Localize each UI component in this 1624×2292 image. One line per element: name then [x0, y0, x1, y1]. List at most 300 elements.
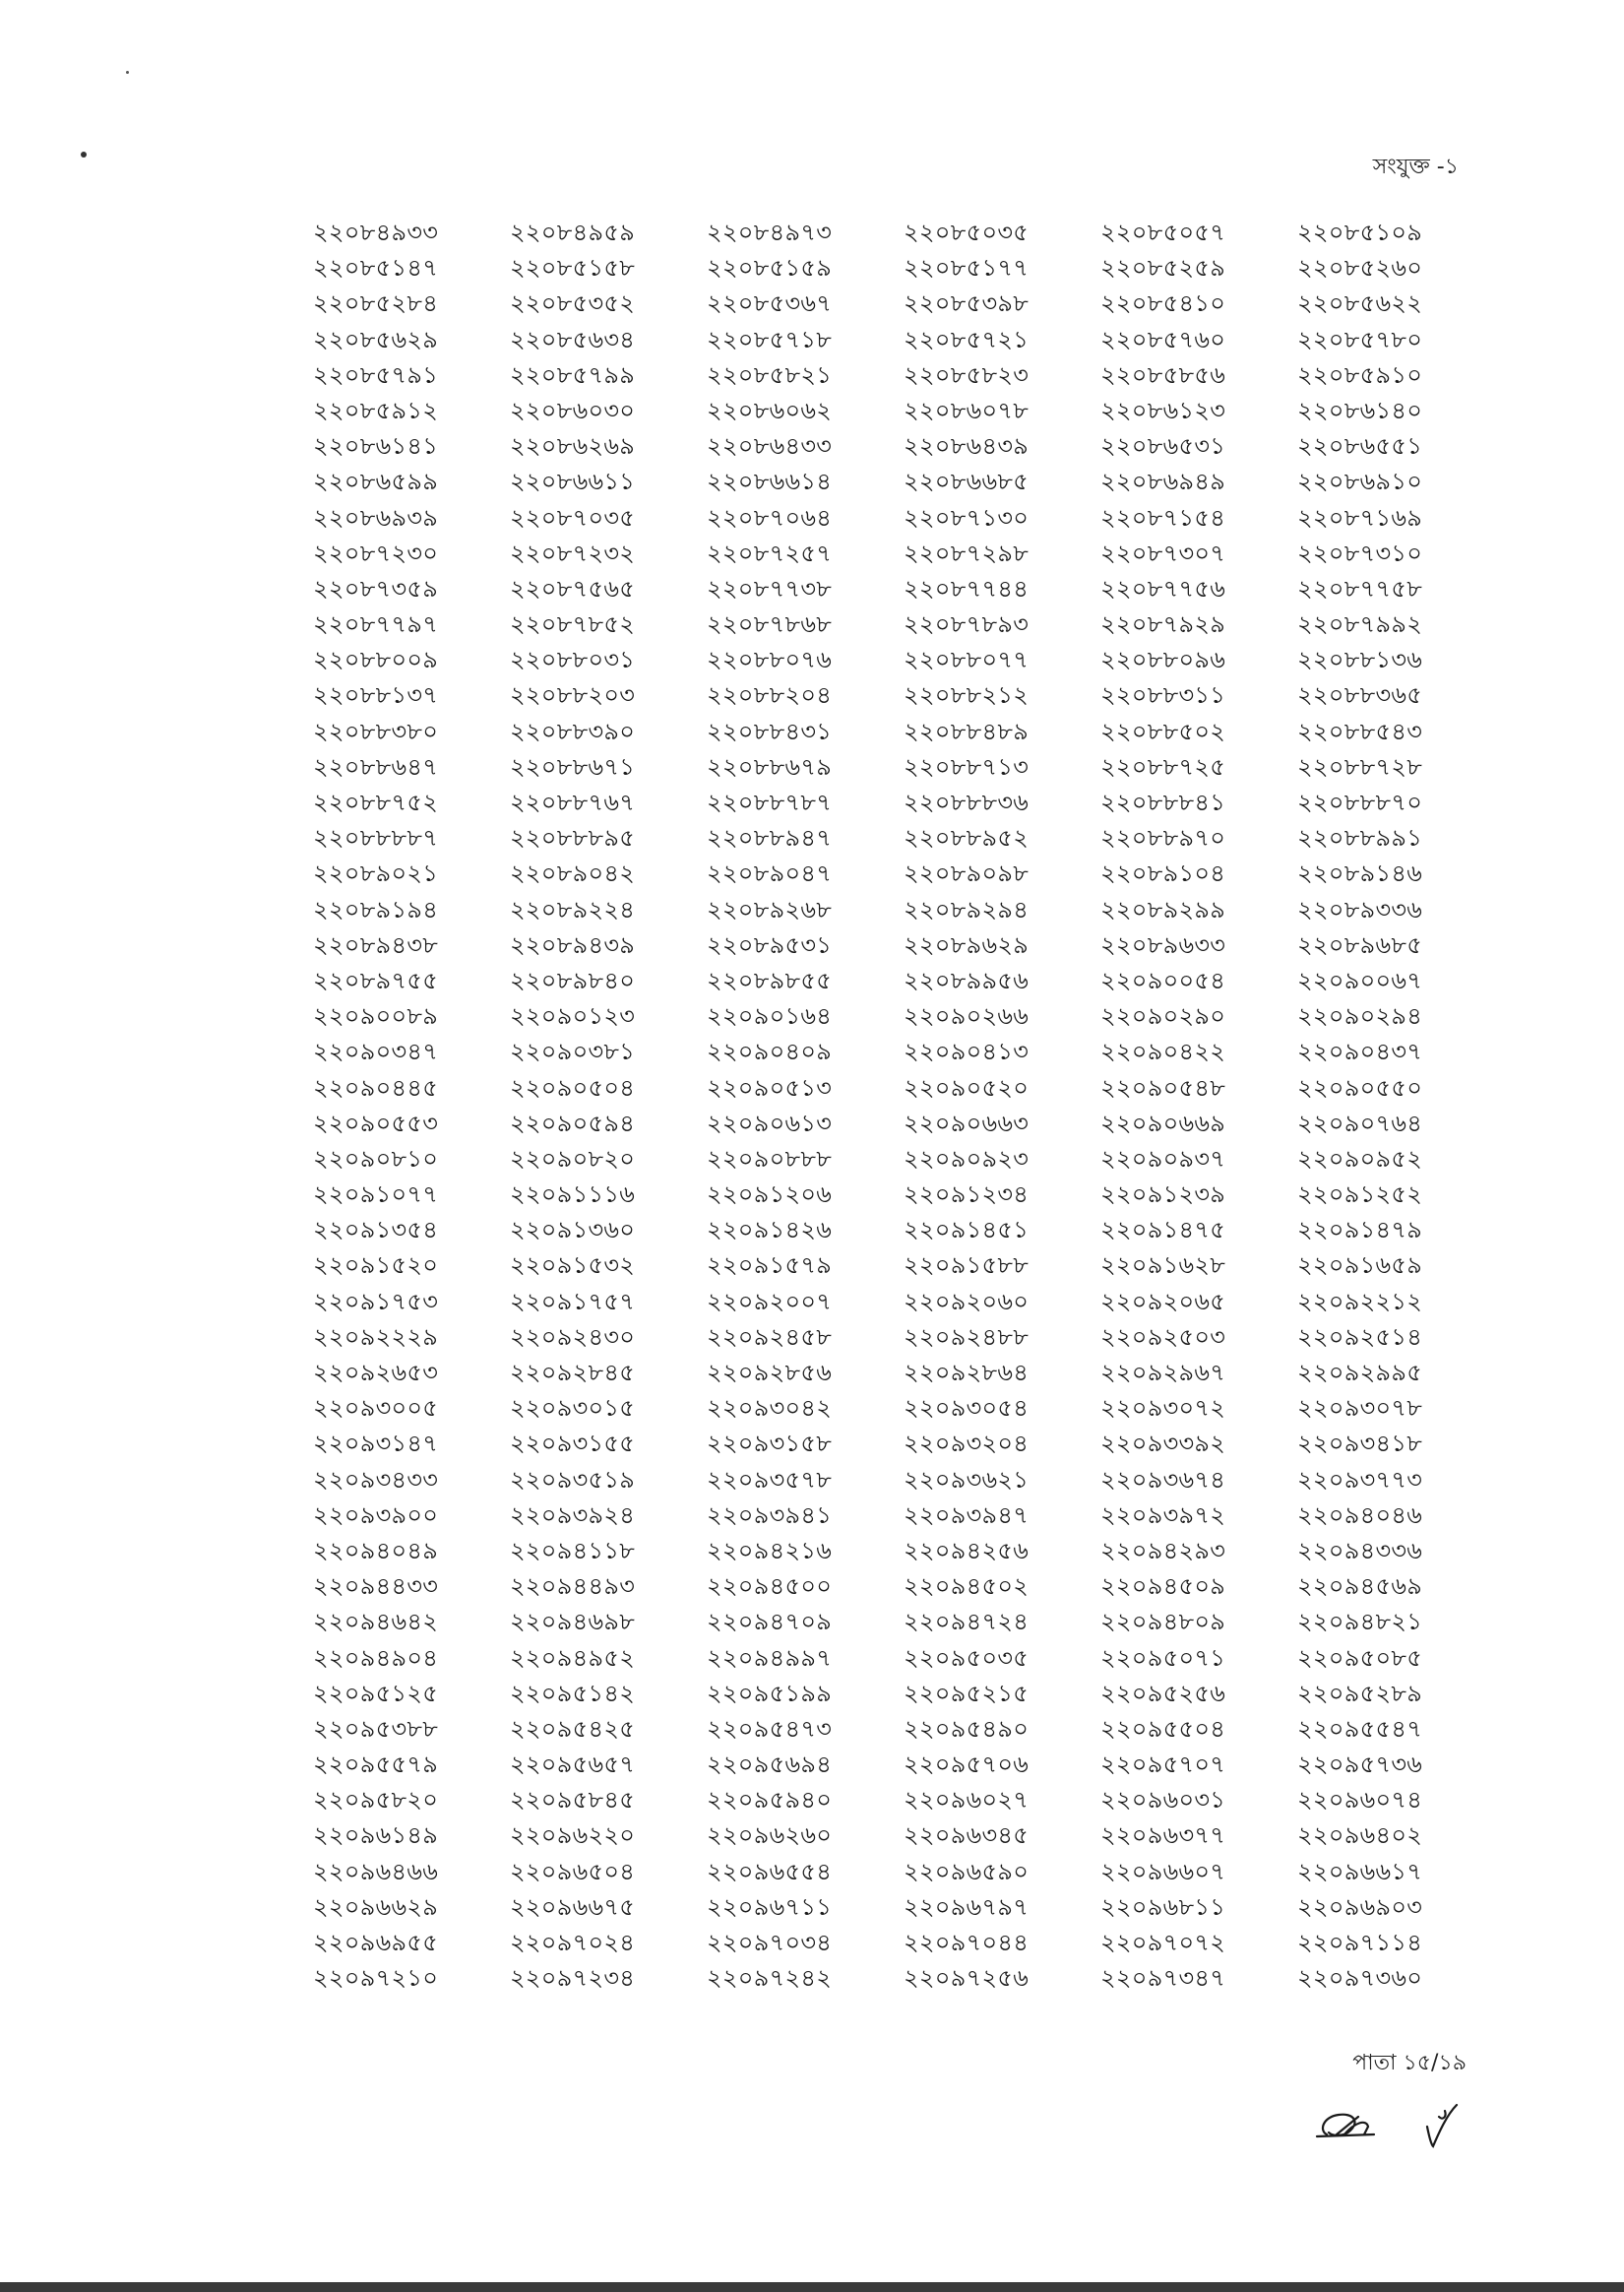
roll-number: ২২০৯৬৯৫৫ — [313, 1929, 439, 1956]
roll-number: ২২০৮৮২০৩ — [510, 681, 636, 710]
roll-number: ২২০৯০৪১৩ — [904, 1038, 1030, 1066]
roll-number: ২২০৮৭৭৫৮ — [1297, 574, 1423, 603]
roll-number: ২২০৮৭৭৩৮ — [707, 574, 833, 603]
roll-number: ২২০৯৩৯০০ — [313, 1500, 439, 1529]
roll-number: ২২০৯১০৭৭ — [313, 1180, 439, 1209]
roll-number: ২২০৮৯৬৩৩ — [1100, 930, 1226, 959]
roll-number: ২২০৯৪৬৯৮ — [510, 1608, 636, 1636]
roll-number: ২২০৯০৫৫৩ — [313, 1109, 439, 1137]
roll-number: ২২০৮৮৭৮৭ — [707, 789, 833, 816]
roll-number: ২২০৯৪৪৩৩ — [313, 1572, 439, 1601]
roll-number: ২২০৮৫৮২১ — [707, 360, 833, 389]
roll-number: ২২০৮৭৩৫৯ — [313, 574, 439, 603]
roll-number: ২২০৮৭২৫৭ — [707, 539, 833, 567]
roll-number: ২২০৯০০৬৭ — [1297, 966, 1423, 994]
roll-number: ২২০৯৬০২৭ — [904, 1786, 1030, 1814]
roll-number: ২২০৯২২১২ — [1297, 1287, 1423, 1315]
roll-number: ২২০৯৫২৮৯ — [1297, 1679, 1423, 1707]
roll-number: ২২০৯৩২০৪ — [904, 1430, 1030, 1458]
roll-number: ২২০৯০৫০৪ — [510, 1073, 636, 1102]
roll-number: ২২০৮৮৮৮৭ — [313, 824, 439, 853]
roll-number: ২২০৮৮৯৫২ — [904, 824, 1030, 853]
roll-number: ২২০৮৫৪১০ — [1100, 289, 1226, 318]
roll-number: ২২০৮৯১০৪ — [1100, 860, 1226, 888]
roll-number: ২২০৯১৪২৬ — [707, 1216, 833, 1244]
roll-number: ২২০৯৩৫৭৮ — [707, 1465, 833, 1494]
roll-number: ২২০৯৬৩৪৫ — [904, 1821, 1030, 1850]
attachment-label: সংযুক্ত -১ — [1372, 155, 1459, 179]
roll-number: ২২০৮৫০৩৫ — [904, 219, 1030, 246]
roll-number: ২২০৯২৬৫৩ — [313, 1359, 439, 1386]
roll-number: ২২০৯৪৯৯৭ — [707, 1643, 833, 1672]
roll-number: ২২০৯৩৫১৯ — [510, 1465, 636, 1494]
roll-number: ২২০৯০২৯৪ — [1297, 1002, 1423, 1031]
roll-number: ২২০৮৯৭৫৫ — [313, 966, 439, 994]
signatures — [1309, 2087, 1506, 2156]
roll-number: ২২০৯০১৬৪ — [707, 1002, 833, 1031]
roll-number: ২২০৯২০৬৫ — [1100, 1287, 1226, 1315]
roll-number: ২২০৮৪৯৫৯ — [510, 219, 636, 246]
roll-number: ২২০৯০৫৫০ — [1297, 1073, 1423, 1102]
roll-number: ২২০৯০৫৪৮ — [1100, 1073, 1226, 1102]
roll-number: ২২০৯৩১৫৮ — [707, 1430, 833, 1458]
roll-number: ২২০৮৫৭৬০ — [1100, 325, 1226, 353]
roll-number: ২২০৯৬৮১১ — [1100, 1892, 1226, 1921]
roll-number: ২২০৮৬৬৮৫ — [904, 468, 1030, 496]
roll-number: ২২০৯২৪৩০ — [510, 1322, 636, 1351]
roll-number: ২২০৮৭৭৫৬ — [1100, 574, 1226, 603]
roll-number: ২২০৮৬১৪১ — [313, 432, 439, 461]
roll-number: ২২০৮৪৯৩৩ — [313, 219, 439, 246]
roll-number: ২২০৮৭১৫৪ — [1100, 503, 1226, 532]
roll-number: ২২০৯৫৬৫৭ — [510, 1751, 636, 1779]
roll-number: ২২০৮৯৬২৯ — [904, 930, 1030, 959]
roll-number: ২২০৮৮৫৪৩ — [1297, 717, 1423, 745]
roll-number: ২২০৮৭০৩৫ — [510, 503, 636, 532]
roll-number: ২২০৮৮৭৫২ — [313, 789, 439, 816]
roll-number: ২২০৯২২২৯ — [313, 1322, 439, 1351]
roll-number: ২২০৯০৭৬৪ — [1297, 1109, 1423, 1137]
roll-number: ২২০৮৯৫৩১ — [707, 930, 833, 959]
roll-number: ২২০৯১৬৫৯ — [1297, 1251, 1423, 1280]
roll-number: ২২০৯৫৫৭৯ — [313, 1751, 439, 1779]
roll-number: ২২০৯৩৭৭৩ — [1297, 1465, 1423, 1494]
roll-number: ২২০৮৬৯৪৯ — [1100, 468, 1226, 496]
roll-number: ২২০৯০০৫৪ — [1100, 966, 1226, 994]
roll-number: ২২০৮৯০৪৭ — [707, 860, 833, 888]
roll-number: ২২০৯১৫৮৮ — [904, 1251, 1030, 1280]
roll-number: ২২০৯৩৬২১ — [904, 1465, 1030, 1494]
roll-number: ২২০৯৩০৫৪ — [904, 1394, 1030, 1423]
roll-number: ২২০৯১৩৫৪ — [313, 1216, 439, 1244]
roll-number: ২২০৮৯০৪২ — [510, 860, 636, 888]
roll-number: ২২০৯০৪২২ — [1100, 1038, 1226, 1066]
roll-number: ২২০৯৪৪৯৩ — [510, 1572, 636, 1601]
roll-number: ২২০৯০৬৬৩ — [904, 1109, 1030, 1137]
roll-number: ২২০৯৫৪৭৩ — [707, 1714, 833, 1743]
roll-number: ২২০৯৩০১৫ — [510, 1394, 636, 1423]
roll-number: ২২০৮৮৭২৫ — [1100, 752, 1226, 781]
roll-number: ২২০৯৫৫৪৭ — [1297, 1714, 1423, 1743]
roll-number: ২২০৮৯২৯৯ — [1100, 895, 1226, 923]
roll-number: ২২০৮৮৬৪৭ — [313, 752, 439, 781]
roll-number: ২২০৯২০০৭ — [707, 1287, 833, 1315]
roll-number: ২২০৯০৯৩৭ — [1100, 1144, 1226, 1173]
roll-number: ২২০৮৯৩৩৬ — [1297, 895, 1423, 923]
roll-number: ২২০৮৮৯৭০ — [1100, 824, 1226, 853]
roll-number: ২২০৮৪৯৭৩ — [707, 219, 833, 246]
roll-number: ২২০৯৪৯০৪ — [313, 1643, 439, 1672]
roll-number: ২২০৯৩৪৩৩ — [313, 1465, 439, 1494]
roll-number: ২২০৯৭৩৬০ — [1297, 1964, 1423, 1993]
roll-number: ২২০৯৫৯৪০ — [707, 1786, 833, 1814]
roll-number: ২২০৮৬৫৫১ — [1297, 432, 1423, 461]
roll-number: ২২০৮৫১৫৯ — [707, 254, 833, 283]
roll-number: ২২০৯২৮৫৬ — [707, 1359, 833, 1386]
roll-number: ২২০৮৯০২১ — [313, 860, 439, 888]
roll-number: ২২০৯১২০৬ — [707, 1180, 833, 1209]
roll-number: ২২০৯৭২১০ — [313, 1964, 439, 1993]
roll-number: ২২০৯৪৬৪২ — [313, 1608, 439, 1636]
roll-number: ২২০৮৫৭৯৯ — [510, 360, 636, 389]
roll-number: ২২০৮৮৬৭১ — [510, 752, 636, 781]
roll-number: ২২০৯৩৬৭৪ — [1100, 1465, 1226, 1494]
roll-number: ২২০৯৬০৭৪ — [1297, 1786, 1423, 1814]
roll-number: ২২০৯৩১৫৫ — [510, 1430, 636, 1458]
roll-number: ২২০৮৫৬৩৪ — [510, 325, 636, 353]
roll-number: ২২০৯০৬১৩ — [707, 1109, 833, 1137]
roll-number: ২২০৮৭৭৯৭ — [313, 610, 439, 639]
roll-number: ২২০৮৮০০৯ — [313, 646, 439, 674]
roll-number: ২২০৮৫২৮৪ — [313, 289, 439, 318]
roll-number: ২২০৯৫৭৩৬ — [1297, 1751, 1423, 1779]
roll-number: ২২০৮৭৯৯২ — [1297, 610, 1423, 639]
roll-number: ২২০৮৭৫৬৫ — [510, 574, 636, 603]
roll-number: ২২০৯১৪৭৯ — [1297, 1216, 1423, 1244]
roll-number: ২২০৮৮৩১১ — [1100, 681, 1226, 710]
roll-number: ২২০৮৯১৯৪ — [313, 895, 439, 923]
roll-number: ২২০৮৬৬১১ — [510, 468, 636, 496]
roll-number: ২২০৮৮০৭৬ — [707, 646, 833, 674]
roll-number: ২২০৮৮২১২ — [904, 681, 1030, 710]
roll-number: ২২০৯১২৫২ — [1297, 1180, 1423, 1209]
roll-number: ২২০৯৫০৮৫ — [1297, 1643, 1423, 1672]
roll-number: ২২০৯০৪৩৭ — [1297, 1038, 1423, 1066]
roll-number: ২২০৯১৬২৮ — [1100, 1251, 1226, 1280]
roll-number: ২২০৮৯৯৫৬ — [904, 966, 1030, 994]
roll-number: ২২০৮৫৮২৩ — [904, 360, 1030, 389]
roll-number: ২২০৮৯৪৩৮ — [313, 930, 439, 959]
roll-number: ২২০৯০৯৫২ — [1297, 1144, 1423, 1173]
roll-number: ২২০৮৯২২৪ — [510, 895, 636, 923]
roll-number: ২২০৯৩৩৯২ — [1100, 1430, 1226, 1458]
roll-number: ২২০৮৫১০৯ — [1297, 219, 1423, 246]
roll-number: ২২০৯২৪৫৮ — [707, 1322, 833, 1351]
roll-number: ২২০৮৬০৩০ — [510, 396, 636, 424]
roll-number: ২২০৯১৪৫১ — [904, 1216, 1030, 1244]
roll-number: ২২০৮৫০৫৭ — [1100, 219, 1226, 246]
roll-number: ২২০৯২৮৬৪ — [904, 1359, 1030, 1386]
roll-number: ২২০৮৬৪৩৩ — [707, 432, 833, 461]
roll-number: ২২০৮৮৩৮০ — [313, 717, 439, 745]
roll-number: ২২০৯২৫০৩ — [1100, 1322, 1226, 1351]
roll-number: ২২০৮৮১৩৬ — [1297, 646, 1423, 674]
roll-number: ২২০৯৩০৭২ — [1100, 1394, 1226, 1423]
roll-number: ২২০৯৪২৫৬ — [904, 1536, 1030, 1564]
roll-number: ২২০৮৫৭১৮ — [707, 325, 833, 353]
roll-number: ২২০৮৮৪৩১ — [707, 717, 833, 745]
roll-number: ২২০৯৪৫৬৯ — [1297, 1572, 1423, 1601]
roll-number: ২২০৯৫৮৪৫ — [510, 1786, 636, 1814]
roll-number: ২২০৯৬২২০ — [510, 1821, 636, 1850]
roll-number: ২২০৮৮০৭৭ — [904, 646, 1030, 674]
page-number: পাতা ১৫/১৯ — [1352, 2051, 1467, 2075]
roll-number: ২২০৮৫২৬০ — [1297, 254, 1423, 283]
roll-number: ২২০৮৭৮৯৩ — [904, 610, 1030, 639]
roll-number: ২২০৯৫৪২৫ — [510, 1714, 636, 1743]
roll-number: ২২০৮৯২৯৪ — [904, 895, 1030, 923]
roll-number: ২২০৮৫১৫৮ — [510, 254, 636, 283]
roll-number: ২২০৯৭১১৪ — [1297, 1929, 1423, 1956]
roll-number: ২২০৯০৫৯৪ — [510, 1109, 636, 1137]
roll-number: ২২০৮৮৮৭০ — [1297, 789, 1423, 816]
roll-number: ২২০৯৫৭০৬ — [904, 1751, 1030, 1779]
roll-number: ২২০৮৬৯১০ — [1297, 468, 1423, 496]
roll-number: ২২০৮৯০৯৮ — [904, 860, 1030, 888]
roll-number: ২২০৯১২৩৯ — [1100, 1180, 1226, 1209]
roll-number: ২২০৯৭২৩৪ — [510, 1964, 636, 1993]
roll-number: ২২০৮৫৩৫২ — [510, 289, 636, 318]
roll-number: ২২০৯৪৮০৯ — [1100, 1608, 1226, 1636]
roll-number: ২২০৯২৫১৪ — [1297, 1322, 1423, 1351]
roll-number: ২২০৯২৯৯৫ — [1297, 1359, 1423, 1386]
roll-number: ২২০৮৬১২৩ — [1100, 396, 1226, 424]
roll-number: ২২০৯৬৪০২ — [1297, 1821, 1423, 1850]
roll-number: ২২০৯০১২৩ — [510, 1002, 636, 1031]
roll-number: ২২০৯০৮৮৮ — [707, 1144, 833, 1173]
roll-number: ২২০৮৫৭২১ — [904, 325, 1030, 353]
roll-number: ২২০৯৬৫৯০ — [904, 1857, 1030, 1885]
roll-number: ২২০৯৬৯০৩ — [1297, 1892, 1423, 1921]
roll-number: ২২০৮৭৮৬৮ — [707, 610, 833, 639]
roll-number: ২২০৯৭০২৪ — [510, 1929, 636, 1956]
roll-number: ২২০৮৭০৬৪ — [707, 503, 833, 532]
scan-speck — [81, 152, 87, 158]
roll-number: ২২০৯৬৭১১ — [707, 1892, 833, 1921]
roll-number: ২২০৯৩৯৪৭ — [904, 1500, 1030, 1529]
roll-number: ২২০৮৬৫৩১ — [1100, 432, 1226, 461]
roll-number: ২২০৮৯১৪৬ — [1297, 860, 1423, 888]
roll-number: ২২০৯৬১৪৯ — [313, 1821, 439, 1850]
roll-number: ২২০৯২০৬০ — [904, 1287, 1030, 1315]
roll-number: ২২০৯৫৫০৪ — [1100, 1714, 1226, 1743]
roll-number: ২২০৮৮৭২৮ — [1297, 752, 1423, 781]
roll-number: ২২০৯৬০৩১ — [1100, 1786, 1226, 1814]
roll-number: ২২০৯৪৩৩৬ — [1297, 1536, 1423, 1564]
roll-number: ২২০৯৫০৩৫ — [904, 1643, 1030, 1672]
roll-number: ২২০৯৬৭৯৭ — [904, 1892, 1030, 1921]
roll-number: ২২০৮৬০৭৮ — [904, 396, 1030, 424]
roll-number: ২২০৯০২৬৬ — [904, 1002, 1030, 1031]
roll-number: ২২০৮৮৫০২ — [1100, 717, 1226, 745]
roll-number: ২২০৯১১১৬ — [510, 1180, 636, 1209]
roll-number: ২২০৯০০৮৯ — [313, 1002, 439, 1031]
roll-number: ২২০৮৮৮৯৫ — [510, 824, 636, 853]
roll-number: ২২০৯৪৫০৯ — [1100, 1572, 1226, 1601]
roll-number: ২২০৮৮৩৯০ — [510, 717, 636, 745]
roll-number: ২২০৯৫৭০৭ — [1100, 1751, 1226, 1779]
roll-number: ২২০৯৩৯৪১ — [707, 1500, 833, 1529]
roll-number: ২২০৯১৫৭৯ — [707, 1251, 833, 1280]
roll-number: ২২০৮৮০৩১ — [510, 646, 636, 674]
roll-number: ২২০৮৫৩৯৮ — [904, 289, 1030, 318]
roll-number: ২২০৯০৩৮১ — [510, 1038, 636, 1066]
roll-number: ২২০৯১২৩৪ — [904, 1180, 1030, 1209]
roll-number: ২২০৮৮৬৭৯ — [707, 752, 833, 781]
roll-number: ২২০৮৮৩৬৫ — [1297, 681, 1423, 710]
roll-number: ২২০৯০৮১০ — [313, 1144, 439, 1173]
roll-number: ২২০৯৫৪৯০ — [904, 1714, 1030, 1743]
roll-number: ২২০৯১৭৫৩ — [313, 1287, 439, 1315]
signature-marks — [1309, 2087, 1506, 2156]
roll-number: ২২০৯৬৬১৭ — [1297, 1857, 1423, 1885]
roll-number: ২২০৮৭৭৪৪ — [904, 574, 1030, 603]
roll-number: ২২০৯৫১২৫ — [313, 1679, 439, 1707]
roll-number: ২২০৮৭২৩০ — [313, 539, 439, 567]
roll-number: ২২০৯০৫২০ — [904, 1073, 1030, 1102]
roll-number: ২২০৮৮১৩৭ — [313, 681, 439, 710]
roll-number: ২২০৮৫২৫৯ — [1100, 254, 1226, 283]
roll-number: ২২০৯৪০৪৬ — [1297, 1500, 1423, 1529]
roll-number: ২২০৯৭০৭২ — [1100, 1929, 1226, 1956]
roll-number: ২২০৯৪১১৮ — [510, 1536, 636, 1564]
roll-number: ২২০৯৪০৪৯ — [313, 1536, 439, 1564]
roll-number: ২২০৮৭৯২৯ — [1100, 610, 1226, 639]
roll-number-grid — [313, 215, 1494, 1996]
roll-number: ২২০৯৬২৬০ — [707, 1821, 833, 1850]
roll-number: ২২০৯৩০০৫ — [313, 1394, 439, 1423]
roll-number: ২২০৯৫২৫৬ — [1100, 1679, 1226, 1707]
roll-number: ২২০৯৭২৫৬ — [904, 1964, 1030, 1993]
roll-number: ২২০৮৮৪৮৯ — [904, 717, 1030, 745]
roll-number: ২২০৯০৪৪৫ — [313, 1073, 439, 1102]
roll-number: ২২০৯০৯২৩ — [904, 1144, 1030, 1173]
roll-number: ২২০৮৫৬২২ — [1297, 289, 1423, 318]
roll-number: ২২০৯৫৬৯৪ — [707, 1751, 833, 1779]
roll-number: ২২০৮৬২৬৯ — [510, 432, 636, 461]
roll-number: ২২০৮৬৪৩৯ — [904, 432, 1030, 461]
roll-number: ২২০৯৪৭০৯ — [707, 1608, 833, 1636]
scan-speck — [126, 71, 129, 74]
roll-number: ২২০৯৩১৪৭ — [313, 1430, 439, 1458]
roll-number: ২২০৯৫০৭১ — [1100, 1643, 1226, 1672]
roll-number: ২২০৯০২৯০ — [1100, 1002, 1226, 1031]
roll-number: ২২০৮৬৯৩৯ — [313, 503, 439, 532]
roll-number: ২২০৯১৫২০ — [313, 1251, 439, 1280]
roll-number: ২২০৯৪৮২১ — [1297, 1608, 1423, 1636]
roll-number: ২২০৯০৪০৯ — [707, 1038, 833, 1066]
roll-number: ২২০৮৫৬২৯ — [313, 325, 439, 353]
roll-number: ২২০৯০৮২০ — [510, 1144, 636, 1173]
roll-number: ২২০৮৬০৬২ — [707, 396, 833, 424]
roll-number: ২২০৯০৫১৩ — [707, 1073, 833, 1102]
roll-number: ২২০৮৯২৬৮ — [707, 895, 833, 923]
roll-number: ২২০৮৮৯৪৭ — [707, 824, 833, 853]
roll-number: ২২০৯৪৫০০ — [707, 1572, 833, 1601]
roll-number: ২২০৮৬৬১৪ — [707, 468, 833, 496]
roll-number: ২২০৮৮০৯৬ — [1100, 646, 1226, 674]
roll-number: ২২০৮৮৯৯১ — [1297, 824, 1423, 853]
roll-number: ২২০৯৪২১৬ — [707, 1536, 833, 1564]
roll-number: ২২০৯৬৩৭৭ — [1100, 1821, 1226, 1850]
roll-number: ২২০৮৫৮৫৬ — [1100, 360, 1226, 389]
roll-number: ২২০৯৩৯৭২ — [1100, 1500, 1226, 1529]
roll-number: ২২০৮৭১৩০ — [904, 503, 1030, 532]
roll-number: ২২০৮৫৩৬৭ — [707, 289, 833, 318]
roll-number: ২২০৮৭৩০৭ — [1100, 539, 1226, 567]
roll-number: ২২০৯৫২১৫ — [904, 1679, 1030, 1707]
roll-number: ২২০৮৯৪৩৯ — [510, 930, 636, 959]
roll-number: ২২০৯৩০৪২ — [707, 1394, 833, 1423]
roll-number: ২২০৯০৬৬৯ — [1100, 1109, 1226, 1137]
roll-number: ২২০৯৪৭২৪ — [904, 1608, 1030, 1636]
roll-number: ২২০৮৮২০৪ — [707, 681, 833, 710]
roll-number: ২২০৮৭৮৫২ — [510, 610, 636, 639]
roll-number: ২২০৯৬৪৬৬ — [313, 1857, 439, 1885]
roll-number: ২২০৯৩৯২৪ — [510, 1500, 636, 1529]
roll-number: ২২০৯৭২৪২ — [707, 1964, 833, 1993]
roll-number: ২২০৯৬৬৭৫ — [510, 1892, 636, 1921]
roll-number: ২২০৮৯৬৮৫ — [1297, 930, 1423, 959]
roll-number: ২২০৯৪২৯৩ — [1100, 1536, 1226, 1564]
roll-number: ২২০৮৬৫৯৯ — [313, 468, 439, 496]
roll-number: ২২০৯০৩৪৭ — [313, 1038, 439, 1066]
roll-number: ২২০৯৪৯৫২ — [510, 1643, 636, 1672]
roll-number: ২২০৮৮৭৬৭ — [510, 789, 636, 816]
roll-number: ২২০৮৮৭১৩ — [904, 752, 1030, 781]
roll-number: ২২০৮৯৮৪০ — [510, 966, 636, 994]
roll-number: ২২০৮৭২৩২ — [510, 539, 636, 567]
roll-number: ২২০৮৮৮৩৬ — [904, 789, 1030, 816]
roll-number: ২২০৯৫৩৮৮ — [313, 1714, 439, 1743]
roll-number: ২২০৮৫১৭৭ — [904, 254, 1030, 283]
roll-number: ২২০৮৮৮৪১ — [1100, 789, 1226, 816]
roll-number: ২২০৯৪৫০২ — [904, 1572, 1030, 1601]
roll-number: ২২০৯৬৬০৭ — [1100, 1857, 1226, 1885]
roll-number: ২২০৯১৩৬০ — [510, 1216, 636, 1244]
roll-number: ২২০৯১৫৩২ — [510, 1251, 636, 1280]
roll-number: ২২০৯৭৩৪৭ — [1100, 1964, 1226, 1993]
roll-number: ২২০৯৭০৪৪ — [904, 1929, 1030, 1956]
roll-number: ২২০৯২৯৬৭ — [1100, 1359, 1226, 1386]
roll-number: ২২০৯৬৫০৪ — [510, 1857, 636, 1885]
roll-number: ২২০৯২৪৮৮ — [904, 1322, 1030, 1351]
roll-number: ২২০৯৬৫৫৪ — [707, 1857, 833, 1885]
roll-number: ২২০৮৯৮৫৫ — [707, 966, 833, 994]
roll-number: ২২০৮৫৯১০ — [1297, 360, 1423, 389]
roll-number: ২২০৮৫৯১২ — [313, 396, 439, 424]
roll-number: ২২০৯৬৬২৯ — [313, 1892, 439, 1921]
roll-number: ২২০৮৭৩১০ — [1297, 539, 1423, 567]
roll-number: ২২০৯৫১৯৯ — [707, 1679, 833, 1707]
roll-number: ২২০৯৭০৩৪ — [707, 1929, 833, 1956]
roll-number: ২২০৮৭১৬৯ — [1297, 503, 1423, 532]
scan-edge — [0, 2282, 1624, 2292]
roll-number: ২২০৯৫৮২০ — [313, 1786, 439, 1814]
roll-number: ২২০৯৩০৭৮ — [1297, 1394, 1423, 1423]
roll-number: ২২০৮৫১৪৭ — [313, 254, 439, 283]
roll-number: ২২০৯৩৪১৮ — [1297, 1430, 1423, 1458]
